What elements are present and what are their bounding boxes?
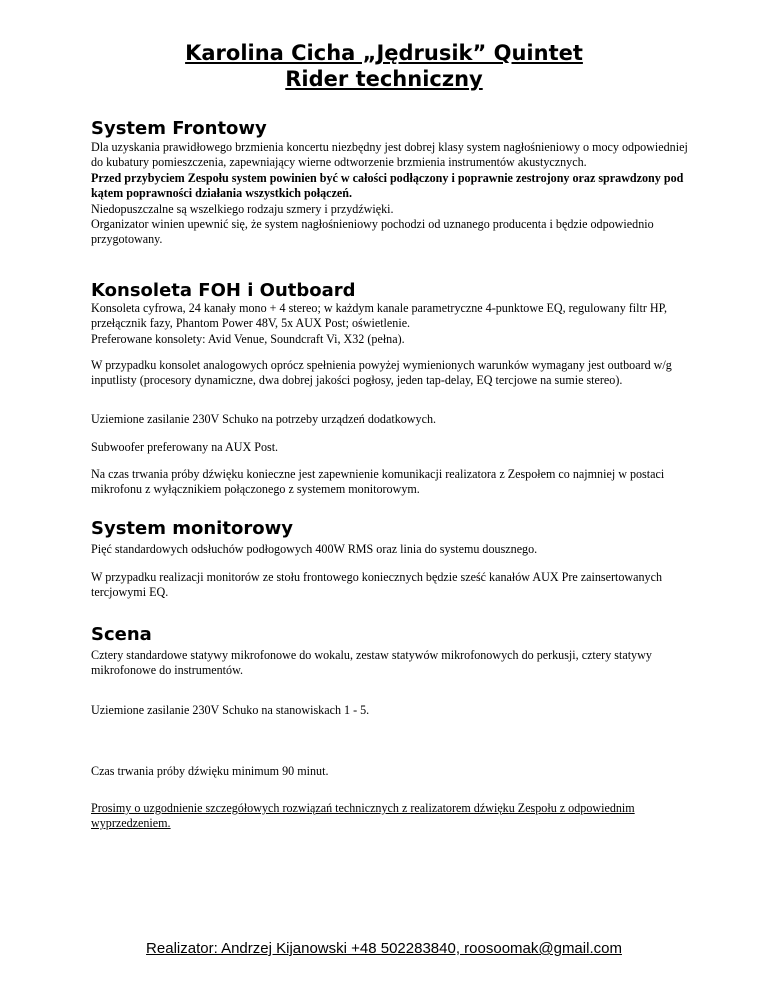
section-body-system-frontowy — [91, 140, 691, 248]
section-heading-scena: Scena — [91, 624, 152, 645]
paragraph: Czas trwania próby dźwięku minimum 90 minut. — [91, 764, 329, 778]
paragraph — [91, 301, 691, 347]
paragraph: Uziemione zasilanie 230V Schuko na stanowiskach 1 - 5. — [91, 703, 370, 717]
footer-contact: Realizator: Andrzej Kijanowski +48 502283840, roosoomak@gmail.com — [146, 940, 622, 957]
paragraph: Pięć standardowych odsłuchów podłogowych 400W RMS oraz linia do systemu dousznego. — [91, 542, 538, 556]
paragraph-text: Konsoleta cyfrowa, 24 kanały mono + 4 stereo; w każdym kanale parametryczne 4-punktowe EQ, regulowany filtr HP, przełącznik fazy, Phantom Power 48V, 5x AUX Post; oświetlenie. — [91, 301, 668, 331]
document-title: Karolina Cicha „Jędrusik” Quintet — [185, 41, 583, 65]
document-subtitle: Rider techniczny — [285, 67, 483, 91]
paragraph: W przypadku konsolet analogowych oprócz spełnienia powyżej wymienionych warunków wymagany jest outboard w/g inputlisty (procesory dynamiczne, dwa dobrej jakości pogłosy, jeden tap-delay, EQ tercjowe na sumie stereo). — [91, 358, 672, 388]
paragraph: Cztery standardowe statywy mikrofonowe do wokalu, zestaw statywów mikrofonowych do perkusji, cztery statywy mikrofonowe do instrumentów. — [91, 648, 652, 678]
paragraph: Dla uzyskania prawidłowego brzmienia koncertu niezbędny jest dobrej klasy system nagłośnieniowy o mocy odpowiedniej do kubatury pomieszczenia, zapewniający wierne odtworzenie brzmienia instrumentów akustycznych. — [91, 140, 688, 170]
paragraph-text: Preferowane konsolety: Avid Venue, Soundcraft Vi, X32 (pełna). — [91, 331, 405, 346]
paragraph: W przypadku realizacji monitorów ze stołu frontowego koniecznych będzie sześć kanałów AUX Pre zainsertowanych tercjowymi EQ. — [91, 570, 663, 600]
paragraph-underlined: Prosimy o uzgodnienie szczegółowych rozwiązań technicznych z realizatorem dźwięku Zespołu z odpowiednim wyprzedzeniem. — [91, 801, 635, 831]
paragraph: Na czas trwania próby dźwięku konieczne jest zapewnienie komunikacji realizatora z Zespołem co najmniej w postaci mikrofonu z wyłącznikiem połączonego z systemem monitorowym. — [91, 467, 665, 497]
paragraph-bold: Przed przybyciem Zespołu system powinien być w całości podłączony i poprawnie zestrojony oraz sprawdzony pod kątem poprawności działania wszystkich połączeń. — [91, 170, 684, 201]
section-heading-system-frontowy: System Frontowy — [91, 118, 267, 139]
paragraph: Uziemione zasilanie 230V Schuko na potrzeby urządzeń dodatkowych. — [91, 412, 437, 426]
paragraph: Niedopuszczalne są wszelkiego rodzaju szmery i przydźwięki. — [91, 201, 394, 216]
paragraph: Organizator winien upewnić się, że system nagłośnieniowy pochodzi od uznanego producenta i będzie odpowiednio przygotowany. — [91, 217, 654, 247]
paragraph: Subwoofer preferowany na AUX Post. — [91, 440, 279, 454]
section-heading-konsoleta-foh: Konsoleta FOH i Outboard — [91, 280, 356, 301]
section-heading-system-monitorowy: System monitorowy — [91, 518, 293, 539]
